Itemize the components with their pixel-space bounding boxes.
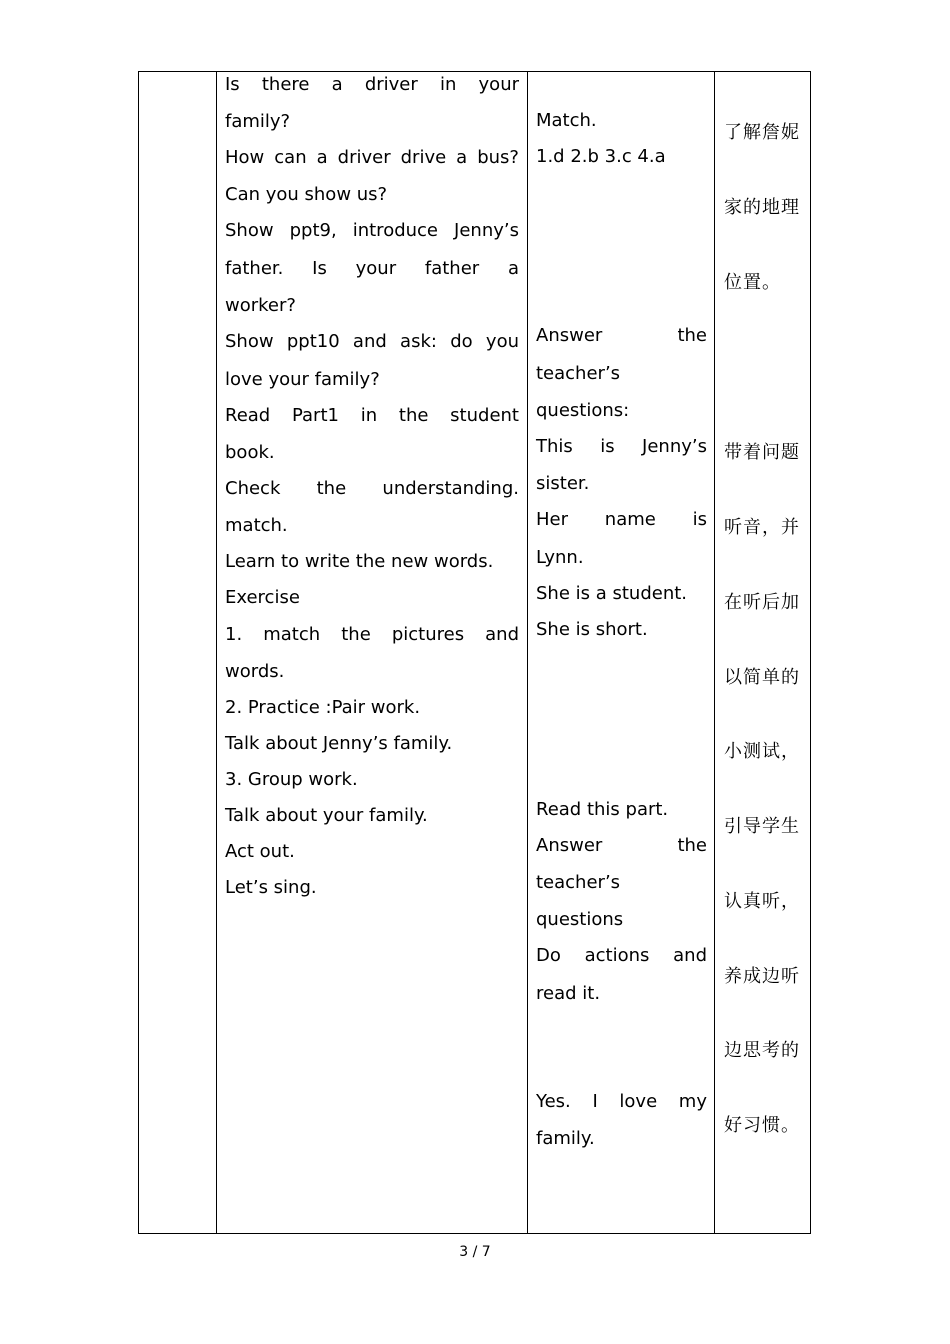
student-activity-line: teacher’s xyxy=(536,872,621,893)
teacher-activity-line: love your family? xyxy=(225,369,380,390)
student-activity-line: She is a student. xyxy=(536,583,688,604)
teacher-activity-line: Act out. xyxy=(225,841,295,862)
student-activity-line: read it. xyxy=(536,983,601,1004)
design-purpose-line: 听音，并 xyxy=(724,517,800,538)
teacher-activity-line: match. xyxy=(225,515,288,536)
student-activity-line: Read this part. xyxy=(536,799,669,820)
teacher-activity-line: Can you show us? xyxy=(225,184,388,205)
teacher-activity-line: Talk about Jenny’s family. xyxy=(225,733,453,754)
teacher-activity-line: worker? xyxy=(225,295,296,316)
column-divider xyxy=(714,72,715,1233)
student-activity-line: Do actions and xyxy=(536,945,707,966)
student-activity-line: Lynn. xyxy=(536,547,584,568)
design-purpose-line: 带着问题 xyxy=(724,442,800,463)
teacher-activity-line: family? xyxy=(225,111,291,132)
teacher-activity-line: 2. Practice :Pair work. xyxy=(225,697,421,718)
design-purpose-line: 边思考的 xyxy=(724,1040,800,1061)
design-purpose-line: 了解詹妮 xyxy=(724,122,800,143)
teacher-activity-line: How can a driver drive a bus? xyxy=(225,147,519,168)
teacher-activity-cell xyxy=(225,72,519,1233)
teacher-activity-line: father. Is your father a xyxy=(225,258,519,279)
student-activity-cell xyxy=(536,72,707,1233)
student-activity-line: questions xyxy=(536,909,624,930)
student-activity-line: sister. xyxy=(536,473,590,494)
teacher-activity-line: Exercise xyxy=(225,587,300,608)
student-activity-line: Her name is xyxy=(536,509,707,530)
teacher-activity-line: 3. Group work. xyxy=(225,769,358,790)
teacher-activity-line: book. xyxy=(225,442,275,463)
page-number: 3 / 7 xyxy=(459,1244,491,1260)
student-activity-line: Yes. I love my xyxy=(536,1091,707,1112)
design-purpose-line: 养成边听 xyxy=(724,966,800,987)
student-activity-line: Answer the xyxy=(536,835,707,856)
teacher-activity-line: Is there a driver in your xyxy=(225,74,519,95)
student-activity-line: Answer the xyxy=(536,325,707,346)
student-activity-line: Match. xyxy=(536,110,597,131)
lesson-procedure-table xyxy=(138,71,811,1234)
column-divider xyxy=(216,72,217,1233)
teacher-activity-line: Read Part1 in the student xyxy=(225,405,519,426)
design-purpose-line: 以简单的 xyxy=(724,667,800,688)
student-activity-line: She is short. xyxy=(536,619,648,640)
teacher-activity-line: Talk about your family. xyxy=(225,805,428,826)
teacher-activity-line: Let’s sing. xyxy=(225,877,317,898)
teacher-activity-line: Show ppt10 and ask: do you xyxy=(225,331,519,352)
teacher-activity-line: 1. match the pictures and xyxy=(225,624,519,645)
design-purpose-line: 在听后加 xyxy=(724,592,800,613)
teacher-activity-line: words. xyxy=(225,661,285,682)
step-column-cell xyxy=(139,72,216,1233)
teacher-activity-line: Learn to write the new words. xyxy=(225,551,494,572)
design-purpose-line: 认真听， xyxy=(724,891,800,912)
student-activity-line: 1.d 2.b 3.c 4.a xyxy=(536,146,666,167)
student-activity-line: family. xyxy=(536,1128,595,1149)
design-purpose-line: 小测试， xyxy=(724,741,800,762)
design-purpose-line: 好习惯。 xyxy=(724,1115,800,1136)
design-purpose-line: 家的地理 xyxy=(724,197,800,218)
design-purpose-cell xyxy=(724,72,806,1233)
student-activity-line: This is Jenny’s xyxy=(536,436,707,457)
teacher-activity-line: Show ppt9, introduce Jenny’s xyxy=(225,220,519,241)
design-purpose-line: 引导学生 xyxy=(724,816,800,837)
design-purpose-line: 位置。 xyxy=(724,272,781,293)
student-activity-line: teacher’s xyxy=(536,363,621,384)
teacher-activity-line: Check the understanding. xyxy=(225,478,519,499)
column-divider xyxy=(527,72,528,1233)
student-activity-line: questions: xyxy=(536,400,630,421)
